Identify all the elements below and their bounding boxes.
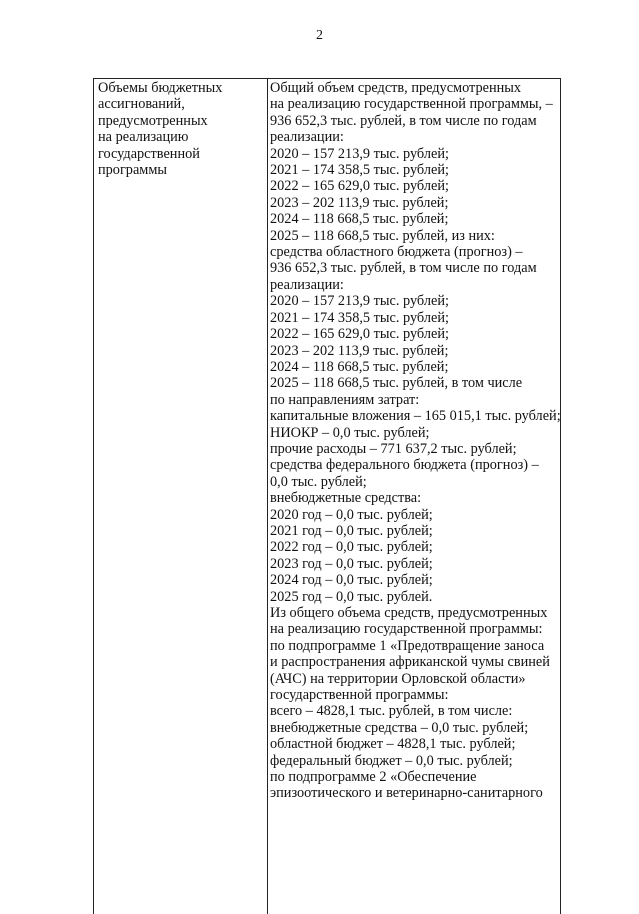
content-line: 2024 год – 0,0 тыс. рублей; <box>270 572 433 589</box>
label-line: программы <box>98 162 168 179</box>
table-cell-label <box>98 80 264 178</box>
content-line: 2020 – 157 213,9 тыс. рублей; <box>270 145 449 162</box>
content-line: прочие расходы – 771 637,2 тыс. рублей; <box>270 440 517 457</box>
content-line: 936 652,3 тыс. рублей, в том числе по годам <box>270 112 537 129</box>
content-line: 2020 год – 0,0 тыс. рублей; <box>270 506 433 523</box>
content-line: средства областного бюджета (прогноз) – <box>270 244 523 261</box>
content-line: 2025 – 118 668,5 тыс. рублей, в том числе <box>270 375 523 392</box>
content-line: внебюджетные средства – 0,0 тыс. рублей; <box>270 719 529 736</box>
label-line: на реализацию <box>98 129 189 146</box>
content-line: (АЧС) на территории Орловской области» <box>270 670 526 687</box>
content-line: областной бюджет – 4828,1 тыс. рублей; <box>270 736 516 753</box>
passport-table <box>93 78 561 914</box>
column-divider <box>267 79 268 914</box>
content-line: 2022 – 165 629,0 тыс. рублей; <box>270 326 449 343</box>
content-line: 2022 – 165 629,0 тыс. рублей; <box>270 178 449 195</box>
content-line: 2021 – 174 358,5 тыс. рублей; <box>270 309 449 326</box>
content-line: 2024 – 118 668,5 тыс. рублей; <box>270 211 449 228</box>
content-line: 2023 – 202 113,9 тыс. рублей; <box>270 342 449 359</box>
label-line: Объемы бюджетных <box>98 80 223 96</box>
content-line: государственной программы: <box>270 687 449 704</box>
content-line: по подпрограмме 2 «Обеспечение <box>270 769 477 786</box>
content-line: 2025 – 118 668,5 тыс. рублей, из них: <box>270 227 495 244</box>
content-line: реализации: <box>270 129 344 146</box>
content-line: на реализацию государственной программы: <box>270 621 543 638</box>
content-line: 2024 – 118 668,5 тыс. рублей; <box>270 358 449 375</box>
content-line: 936 652,3 тыс. рублей, в том числе по годам <box>270 260 537 277</box>
content-line: по подпрограмме 1 «Предотвращение заноса <box>270 637 545 654</box>
content-line: 2021 год – 0,0 тыс. рублей; <box>270 522 433 539</box>
content-line: 0,0 тыс. рублей; <box>270 473 367 490</box>
content-line: 2025 год – 0,0 тыс. рублей. <box>270 588 433 605</box>
content-line: всего – 4828,1 тыс. рублей, в том числе: <box>270 703 513 720</box>
content-line: по направлениям затрат: <box>270 391 420 408</box>
content-line: внебюджетные средства: <box>270 490 422 507</box>
content-line: НИОКР – 0,0 тыс. рублей; <box>270 424 430 441</box>
content-line: Общий объем средств, предусмотренных <box>270 80 522 96</box>
content-line: 2023 – 202 113,9 тыс. рублей; <box>270 194 449 211</box>
label-line: предусмотренных <box>98 112 208 129</box>
content-line: эпизоотического и ветеринарно-санитарного <box>270 785 543 802</box>
content-line: 2022 год – 0,0 тыс. рублей; <box>270 539 433 556</box>
content-line: на реализацию государственной программы, – <box>270 96 553 113</box>
content-line: Из общего объема средств, предусмотренных <box>270 605 548 621</box>
content-line: средства федерального бюджета (прогноз) – <box>270 457 539 474</box>
content-line: федеральный бюджет – 0,0 тыс. рублей; <box>270 752 513 769</box>
page-number: 2 <box>316 28 323 43</box>
label-line: государственной <box>98 145 200 162</box>
content-line: 2020 – 157 213,9 тыс. рублей; <box>270 293 449 310</box>
table-cell-content <box>270 80 562 802</box>
content-line: капитальные вложения – 165 015,1 тыс. рублей; <box>270 408 561 425</box>
content-line: 2023 год – 0,0 тыс. рублей; <box>270 555 433 572</box>
content-line: реализации: <box>270 276 344 293</box>
content-line: и распространения африканской чумы свиней <box>270 654 550 671</box>
label-line: ассигнований, <box>98 96 185 113</box>
content-line: 2021 – 174 358,5 тыс. рублей; <box>270 162 449 179</box>
